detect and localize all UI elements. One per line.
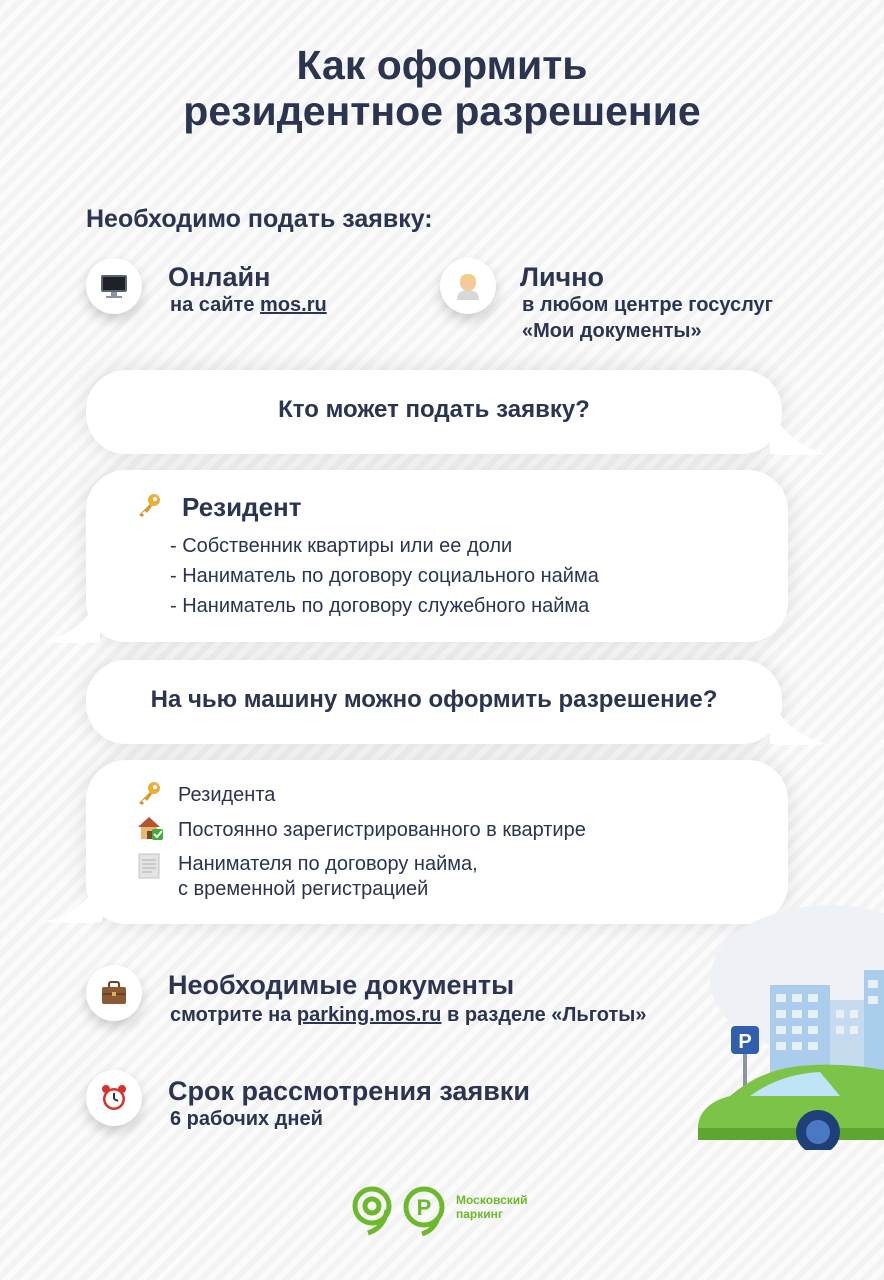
svg-text:P: P (416, 1195, 432, 1220)
online-subtitle (170, 292, 327, 318)
docs-title: Необходимые документы (168, 970, 515, 1000)
who-question: Кто может подать заявку? (278, 396, 590, 423)
car-question: На чью машину можно оформить разрешение? (150, 686, 718, 713)
docs-suffix: в разделе «Льготы» (441, 1004, 647, 1026)
mos-ru-link[interactable]: mos.ru (260, 294, 327, 316)
apply-heading: Необходимо подать заявку: (86, 205, 433, 233)
document-icon (136, 852, 162, 880)
logo-line-1: Московский (456, 1193, 528, 1207)
page-title (0, 42, 884, 134)
title-line-1: Как оформить (296, 42, 588, 88)
docs-subtitle (170, 1002, 647, 1028)
title-line-2: резидентное разрешение (183, 88, 701, 134)
inperson-icon-circle (440, 258, 496, 314)
key-icon (136, 780, 162, 806)
term-icon-circle (86, 1070, 142, 1126)
resident-bubble-tail (40, 586, 100, 644)
parking-mos-ru-link[interactable]: parking.mos.ru (296, 1004, 442, 1026)
house-check-icon (136, 815, 164, 841)
car-owners-bubble-tail (42, 866, 102, 924)
inperson-line-1: в любом центре госуслуг (522, 294, 774, 316)
person-icon (454, 272, 482, 300)
inperson-title: Лично (520, 262, 605, 292)
svg-text:P: P (738, 1031, 752, 1053)
docs-icon-circle (86, 965, 142, 1021)
car-owner-item-3-line-1: Нанимателя по договору найма, (178, 853, 478, 875)
inperson-line-2: «Мои документы» (522, 320, 702, 342)
car-owner-item-1: Резидента (178, 784, 276, 806)
logo-line-2: паркинг (456, 1207, 503, 1221)
online-title: Онлайн (168, 262, 271, 292)
online-icon-circle (86, 258, 142, 314)
resident-item-2: - Наниматель по договору социального найма (170, 565, 599, 587)
parking-illustration (690, 900, 884, 1150)
computer-icon (100, 272, 128, 300)
term-value: 6 рабочих дней (170, 1108, 323, 1130)
resident-item-3: - Наниматель по договору служебного найма (170, 595, 590, 617)
online-prefix: на сайте (170, 294, 261, 316)
docs-prefix: смотрите на (170, 1004, 297, 1026)
car-owner-item-3-line-2: с временной регистрацией (178, 878, 429, 900)
resident-item-1: - Собственник квартиры или ее доли (170, 535, 513, 557)
car-owner-item-2: Постоянно зарегистрированного в квартире (178, 819, 586, 841)
key-icon (136, 492, 162, 518)
parking-logo-icon (402, 1186, 448, 1236)
briefcase-icon (100, 979, 128, 1007)
alarm-clock-icon (100, 1084, 128, 1112)
term-title: Срок рассмотрения заявки (168, 1076, 530, 1106)
moscow-nine-logo-icon (350, 1186, 396, 1236)
resident-title: Резидент (182, 492, 302, 522)
